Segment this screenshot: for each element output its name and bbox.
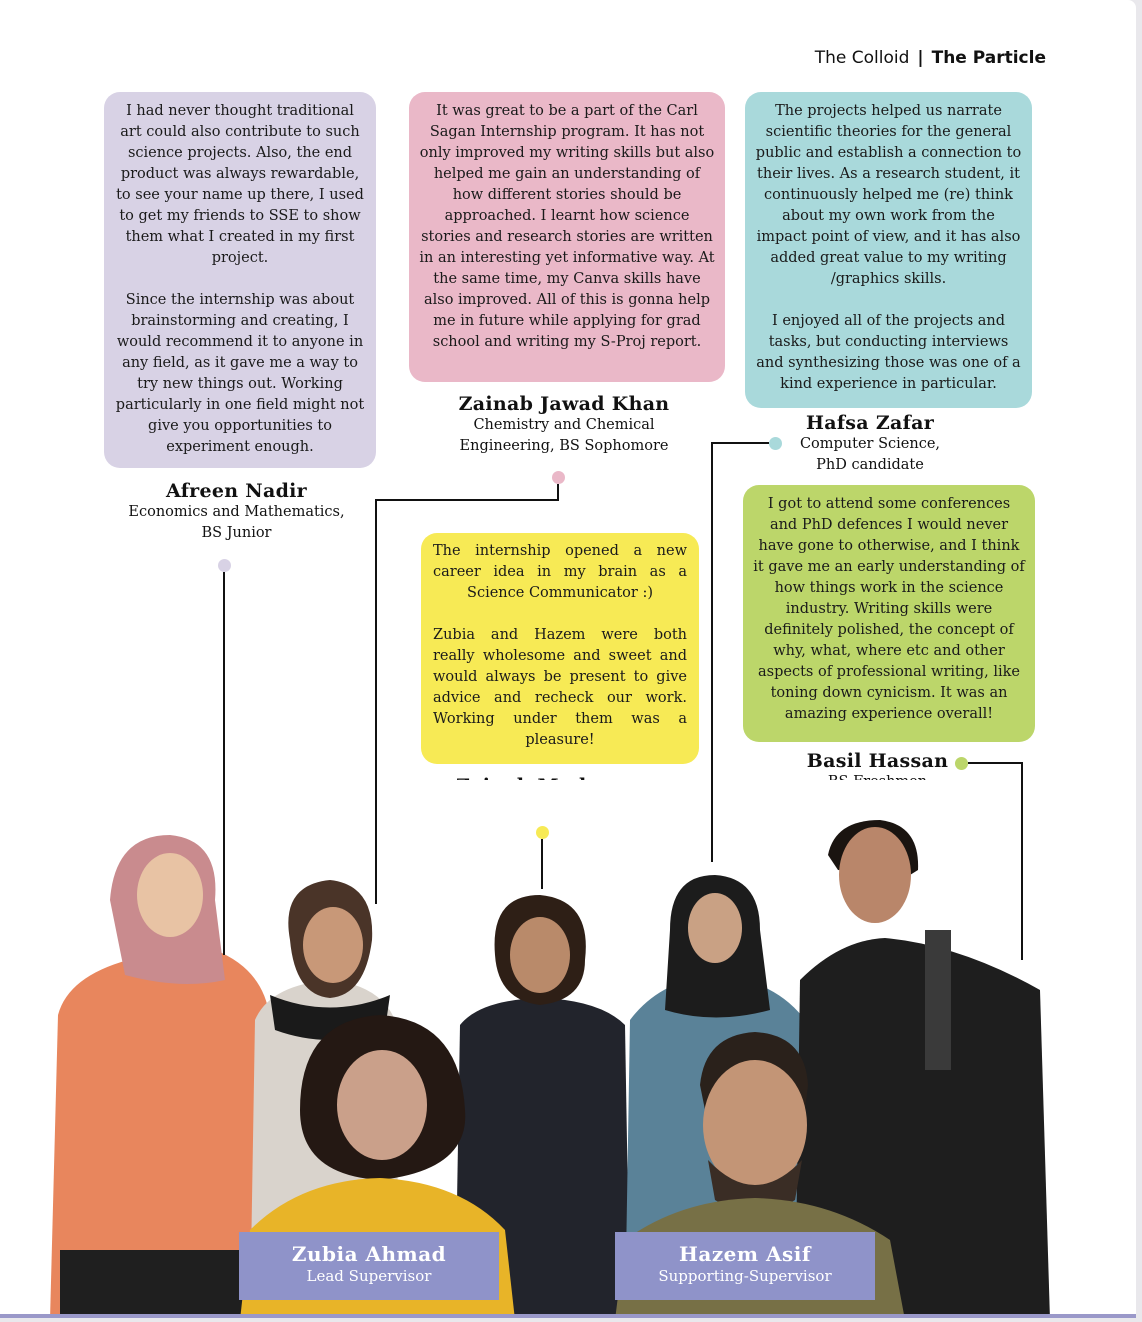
connector-dot-zainab-mudassar (536, 826, 549, 839)
nameplate-zubia (239, 1232, 499, 1300)
nameplate-hazem (615, 1232, 875, 1300)
quote-bubble-afreen (104, 92, 376, 468)
quote-bubble-zainab-mudassar (421, 533, 699, 764)
page-header (815, 48, 1046, 68)
connector-line-hafsa (711, 442, 769, 444)
person-role: PhD candidate (816, 457, 924, 473)
person-name: Hafsa Zafar (805, 412, 935, 434)
quote-bubble-basil (743, 485, 1035, 742)
person-zainab-jawad-khan (440, 393, 688, 457)
quote-text: Zubia and Hazem were both really wholesome and sweet and would always be present to give advice and recheck our work. Working under them was a pleasure! (433, 627, 687, 748)
person-role: BS Junior (201, 525, 272, 541)
connector-line-hafsa (711, 442, 713, 862)
person-role: Engineering, BS Sophomore (459, 438, 669, 454)
supervisor-name: Hazem Asif (678, 1242, 812, 1266)
connector-dot-hafsa (769, 437, 782, 450)
connector-dot-basil (955, 757, 968, 770)
supervisor-role: Lead Supervisor (306, 1267, 432, 1285)
connector-dot-afreen (218, 559, 231, 572)
connector-line-zainab-mudassar (541, 839, 543, 889)
connector-line-basil (968, 762, 1023, 764)
quote-text: The internship opened a new career idea in my brain as a Science Communicator :) (433, 543, 687, 601)
quote-bubble-hafsa (745, 92, 1032, 408)
supervisor-role: Supporting-Supervisor (658, 1267, 832, 1285)
supervisor-name: Zubia Ahmad (291, 1242, 447, 1266)
header-separator: | (917, 48, 924, 68)
quote-text: I got to attend some conferences and PhD defences I would never have gone to otherwise, and I think it gave me an early understanding of how things work in the science industry. Writing skills were definitely polished, the concept of why, what, where etc and other aspects of professional writing, like toning down cynicism. It was an amazing experience overall! (753, 496, 1025, 722)
person-role: Chemistry and Chemical (473, 417, 655, 433)
bottom-rule (0, 1314, 1136, 1318)
person-name: Zainab Jawad Khan (458, 393, 670, 415)
group-photo (0, 780, 1136, 1318)
section-name: The Colloid (814, 48, 910, 68)
person-name: Afreen Nadir (166, 480, 307, 502)
connector-line-zainab-jawad-khan (557, 484, 559, 500)
connector-line-zainab-jawad-khan (375, 499, 377, 904)
person-hafsa (790, 412, 950, 476)
connector-dot-zainab-jawad-khan (552, 471, 565, 484)
publication-title: The Particle (931, 48, 1046, 68)
person-role: Computer Science, (799, 436, 941, 452)
person-role: Economics and Mathematics, (128, 504, 345, 520)
connector-line-basil (1021, 762, 1023, 960)
connector-line-zainab-jawad-khan (375, 499, 559, 501)
person-afreen (104, 480, 369, 544)
quote-text: I enjoyed all of the projects and tasks, but conducting interviews and synthesizing those was one of a kind experience in particular. (756, 313, 1021, 392)
quote-text: It was great to be a part of the Carl Sagan Internship program. It has not only improved my writing skills but also helped me gain an understanding of how different stories should be approached. I learnt how science stories and research stories are written in an interesting yet informative way. At the same time, my Canva skills have also improved. All of this is gonna help me in future while applying for grad school and writing my S-Proj report. (419, 103, 715, 350)
person-name: Basil Hassan (806, 750, 949, 772)
quote-bubble-zainab-jawad-khan (409, 92, 725, 382)
quote-text: The projects helped us narrate scientific theories for the general public and establish a connection to their lives. As a research student, it continuously helped me (re) think about my own work from the impact point of view, and it has also added great value to my writing /graphics skills. (755, 103, 1022, 287)
quote-text: I had never thought traditional art could also contribute to such science projects. Also, the end product was always rewardable, to see your name up there, I used to get my friends to SSE to show them what I created in my first project. (116, 103, 364, 266)
connector-line-afreen (223, 572, 225, 955)
quote-text: Since the internship was about brainstorming and creating, I would recommend it to anyone in any field, as it gave me a way to try new things out. Working particularly in one field might not give you opportunities to experiment enough. (115, 292, 365, 455)
